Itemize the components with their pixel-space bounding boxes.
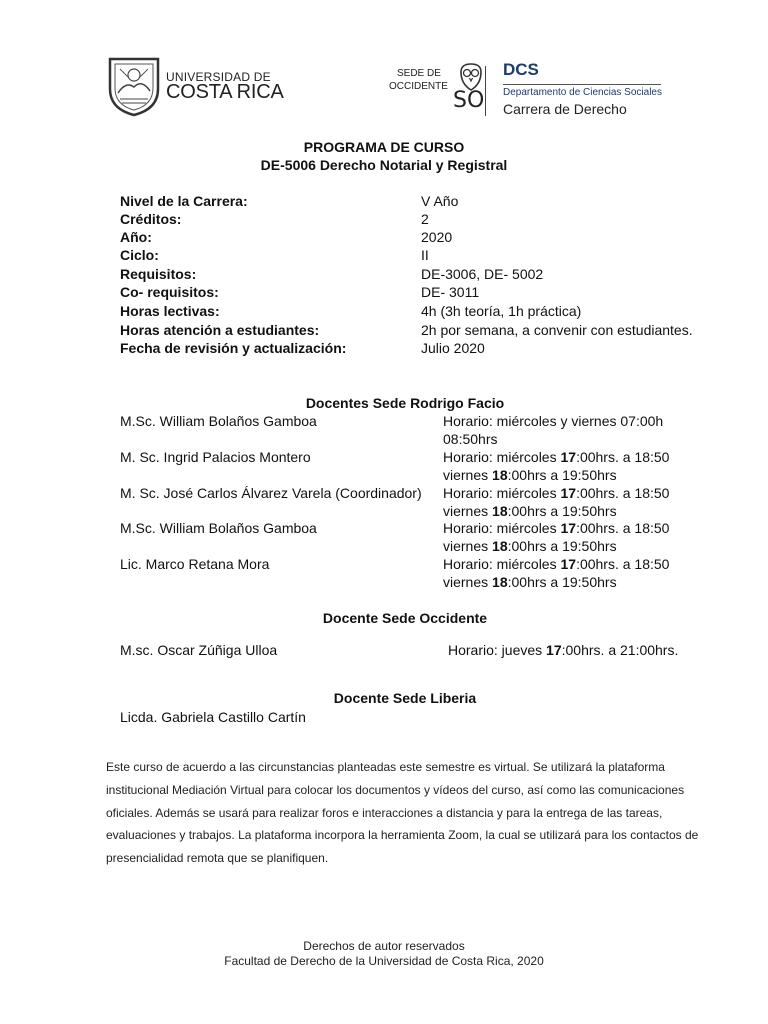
schedule-hour: 17 [560, 449, 577, 465]
teacher-name: M. Sc. Ingrid Palacios Montero [120, 449, 311, 465]
teacher-schedule [443, 448, 718, 484]
info-label: Requisitos: [120, 266, 197, 282]
info-row [120, 266, 740, 284]
info-value: II [421, 247, 429, 263]
schedule-text: viernes [443, 538, 493, 554]
info-row [120, 284, 740, 302]
info-value: 2 [421, 211, 429, 227]
schedule-text: Horario: miércoles y viernes 07:00h [443, 413, 664, 429]
schedule-text: :00hrs a 19:50hrs [507, 538, 617, 554]
info-row [120, 247, 740, 265]
teacher-schedule [443, 519, 718, 555]
info-label: Horas atención a estudiantes: [120, 322, 320, 338]
course-title: DE-5006 Derecho Notarial y Registral [260, 157, 508, 173]
info-value: 2h por semana, a convenir con estudiantes. [421, 322, 693, 338]
dcs-department: Departamento de Ciencias Sociales [503, 87, 662, 98]
schedule-text: Horario: miércoles [443, 485, 561, 501]
schedule-text: Horario: jueves [448, 642, 547, 658]
teacher-schedule [443, 484, 718, 520]
dcs-career: Carrera de Derecho [503, 101, 627, 117]
schedule-text: :00hrs. a 18:50 [576, 520, 670, 536]
teacher-name: M.Sc. William Bolaños Gamboa [120, 520, 317, 536]
divider [503, 84, 661, 85]
university-name-line2: COSTA RICA [166, 81, 284, 103]
info-row [120, 303, 740, 321]
schedule-hour: 17 [546, 642, 562, 658]
info-label: Co- requisitos: [120, 284, 219, 300]
info-label: Fecha de revisión y actualización: [120, 340, 347, 356]
schedule-text: :00hrs. a 18:50 [576, 449, 670, 465]
course-description: Este curso de acuerdo a las circunstancias planteadas este semestre es virtual. Se utilizará la plataforma institucional Mediación Virtual para colocar los documentos y vídeos del curso, así como las comunicaciones oficiales. Además se usará para realizar foros e interacciones a distancia y para la entrega de las tareas, evaluaciones y trabajos. La plataforma incorpora la herramienta Zoom, la cual se utilizará para los contactos de presencialidad remota que se planifiquen. [106, 760, 699, 866]
info-label: Horas lectivas: [120, 303, 220, 319]
schedule-hour: 17 [560, 556, 577, 572]
teacher-name: Lic. Marco Retana Mora [120, 556, 270, 572]
teacher-schedule [448, 642, 678, 658]
schedule-text: :00hrs. a 21:00hrs. [561, 642, 679, 658]
teacher-name: Licda. Gabriela Castillo Cartín [120, 709, 306, 725]
info-label: Año: [120, 229, 152, 245]
ucr-logo [106, 55, 284, 117]
info-value: 4h (3h teoría, 1h práctica) [421, 303, 582, 319]
teacher-name: M.Sc. William Bolaños Gamboa [120, 413, 317, 429]
footer-faculty: Facultad de Derecho de la Universidad de Costa Rica, 2020 [224, 954, 544, 968]
info-label: Créditos: [120, 211, 182, 227]
divider [485, 66, 486, 116]
schedule-text: :00hrs. a 18:50 [576, 485, 670, 501]
schedule-text: Horario: miércoles [443, 449, 561, 465]
sede-label-line1: SEDE DE [397, 68, 441, 79]
info-row [120, 211, 740, 229]
section-heading-liberia: Docente Sede Liberia [333, 690, 477, 706]
sede-mark: SO [453, 88, 485, 113]
schedule-text: 08:50hrs [443, 431, 498, 447]
schedule-text: :00hrs. a 18:50 [576, 556, 670, 572]
teacher-name: M. Sc. José Carlos Álvarez Varela (Coordinador) [120, 485, 422, 501]
schedule-text: Horario: miércoles [443, 520, 561, 536]
info-value: DE-3006, DE- 5002 [421, 266, 544, 282]
schedule-hour: 18 [492, 467, 508, 483]
teacher-schedule [443, 555, 718, 591]
info-row [120, 229, 740, 247]
info-label: Nivel de la Carrera: [120, 193, 248, 209]
dcs-title: DCS [503, 60, 539, 79]
schedule-hour: 18 [492, 574, 508, 590]
section-heading-rodrigo-facio: Docentes Sede Rodrigo Facio [305, 395, 505, 411]
info-label: Ciclo: [120, 247, 159, 263]
schedule-text: viernes [443, 503, 493, 519]
schedule-text: :00hrs a 19:50hrs [507, 467, 617, 483]
dcs-logo [503, 60, 663, 120]
schedule-text: viernes [443, 574, 493, 590]
ucr-seal-icon [106, 55, 162, 117]
info-row [120, 322, 740, 340]
info-value: Julio 2020 [421, 340, 485, 356]
info-value: V Año [421, 193, 459, 209]
document-title: PROGRAMA DE CURSO [303, 139, 465, 155]
info-value: 2020 [421, 229, 453, 245]
schedule-text: Horario: miércoles [443, 556, 561, 572]
schedule-hour: 17 [560, 485, 577, 501]
sede-label-line2: OCCIDENTE [389, 81, 448, 92]
schedule-text: :00hrs a 19:50hrs [507, 574, 617, 590]
info-row [120, 340, 740, 358]
info-value: DE- 3011 [421, 284, 480, 300]
teacher-schedule [443, 412, 718, 448]
schedule-hour: 17 [560, 520, 577, 536]
section-heading-occidente: Docente Sede Occidente [322, 610, 488, 626]
schedule-text: viernes [443, 467, 493, 483]
info-row [120, 193, 740, 211]
sede-occidente-logo [385, 62, 495, 117]
footer-copyright: Derechos de autor reservados [303, 939, 465, 953]
teacher-name: M.sc. Oscar Zúñiga Ulloa [120, 642, 278, 658]
university-name-line1: UNIVERSIDAD DE [166, 70, 271, 84]
schedule-text: :00hrs a 19:50hrs [507, 503, 617, 519]
schedule-hour: 18 [492, 503, 508, 519]
schedule-hour: 18 [492, 538, 508, 554]
